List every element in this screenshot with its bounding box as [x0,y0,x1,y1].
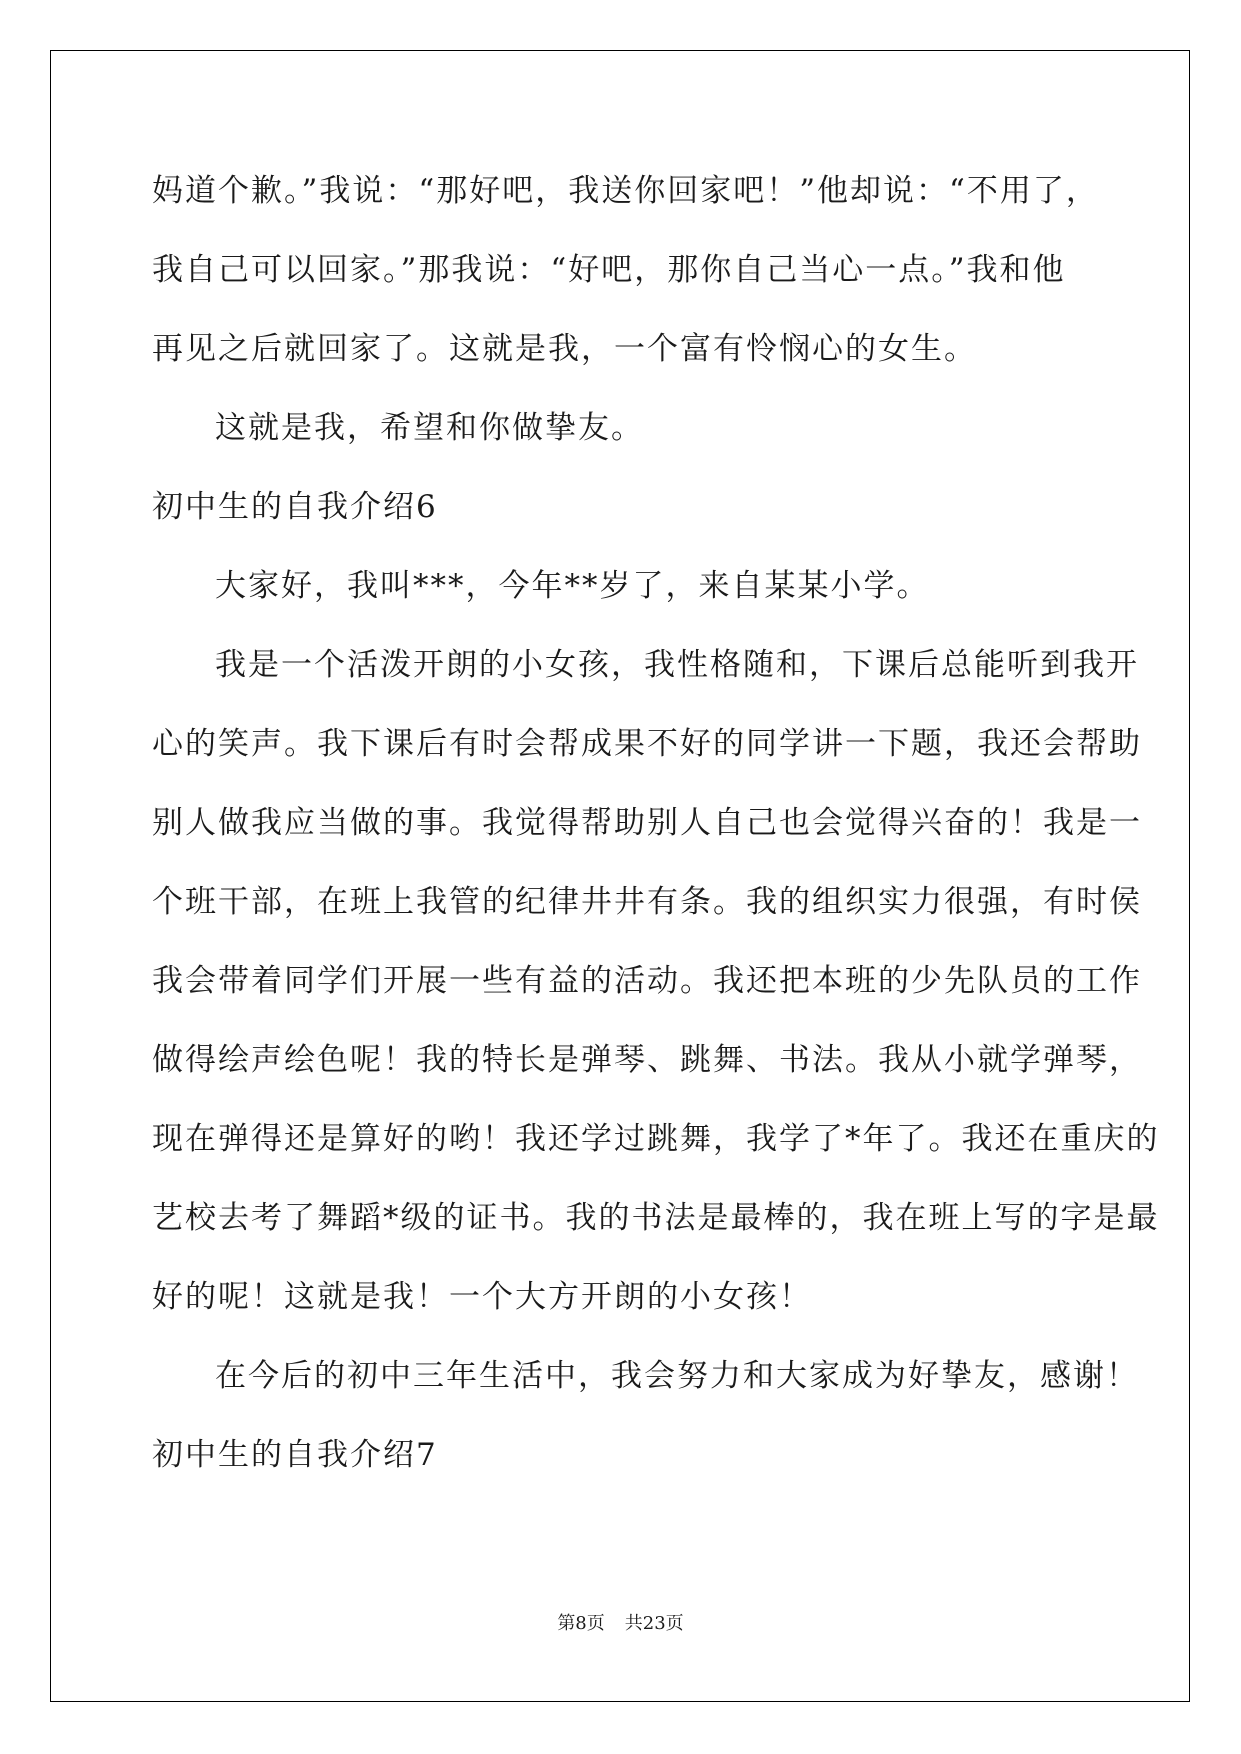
text-line: 好的呢！这就是我！一个大方开朗的小女孩！ [152,1279,812,1315]
page-footer [0,1612,1241,1636]
paragraph-line: 我是一个活泼开朗的小女孩，我性格随和，下课后总能听到我开 [215,647,1139,683]
section-heading-7: 初中生的自我介绍7 [152,1437,438,1473]
document-body [152,152,1160,1495]
section-heading-6: 初中生的自我介绍6 [152,489,438,525]
text-line: 我自己可以回家。”那我说：“好吧，那你自己当心一点。”我和他 [152,252,1066,288]
text-line: 心的笑声。我下课后有时会帮成果不好的同学讲一下题，我还会帮助 [152,726,1142,762]
current-page-number: 第8页 [557,1613,605,1634]
text-line: 艺校去考了舞蹈*级的证书。我的书法是最棒的，我在班上写的字是最 [152,1200,1160,1236]
text-line: 再见之后就回家了。这就是我，一个富有怜悯心的女生。 [152,331,977,367]
text-line: 做得绘声绘色呢！我的特长是弹琴、跳舞、书法。我从小就学弹琴， [152,1042,1142,1078]
text-line: 别人做我应当做的事。我觉得帮助别人自己也会觉得兴奋的！我是一 [152,805,1142,841]
total-page-count: 共23页 [624,1613,684,1634]
paragraph-line: 这就是我，希望和你做挚友。 [215,410,644,446]
text-line: 个班干部，在班上我管的纪律井井有条。我的组织实力很强，有时侯 [152,884,1142,920]
text-line: 我会带着同学们开展一些有益的活动。我还把本班的少先队员的工作 [152,963,1142,999]
text-line: 现在弹得还是算好的哟！我还学过跳舞，我学了*年了。我还在重庆的 [152,1121,1160,1157]
text-line: 妈道个歉。”我说：“那好吧，我送你回家吧！”他却说：“不用了， [152,173,1099,209]
paragraph-line: 大家好，我叫***，今年**岁了，来自某某小学。 [215,568,930,604]
paragraph-line: 在今后的初中三年生活中，我会努力和大家成为好挚友，感谢！ [215,1358,1139,1394]
